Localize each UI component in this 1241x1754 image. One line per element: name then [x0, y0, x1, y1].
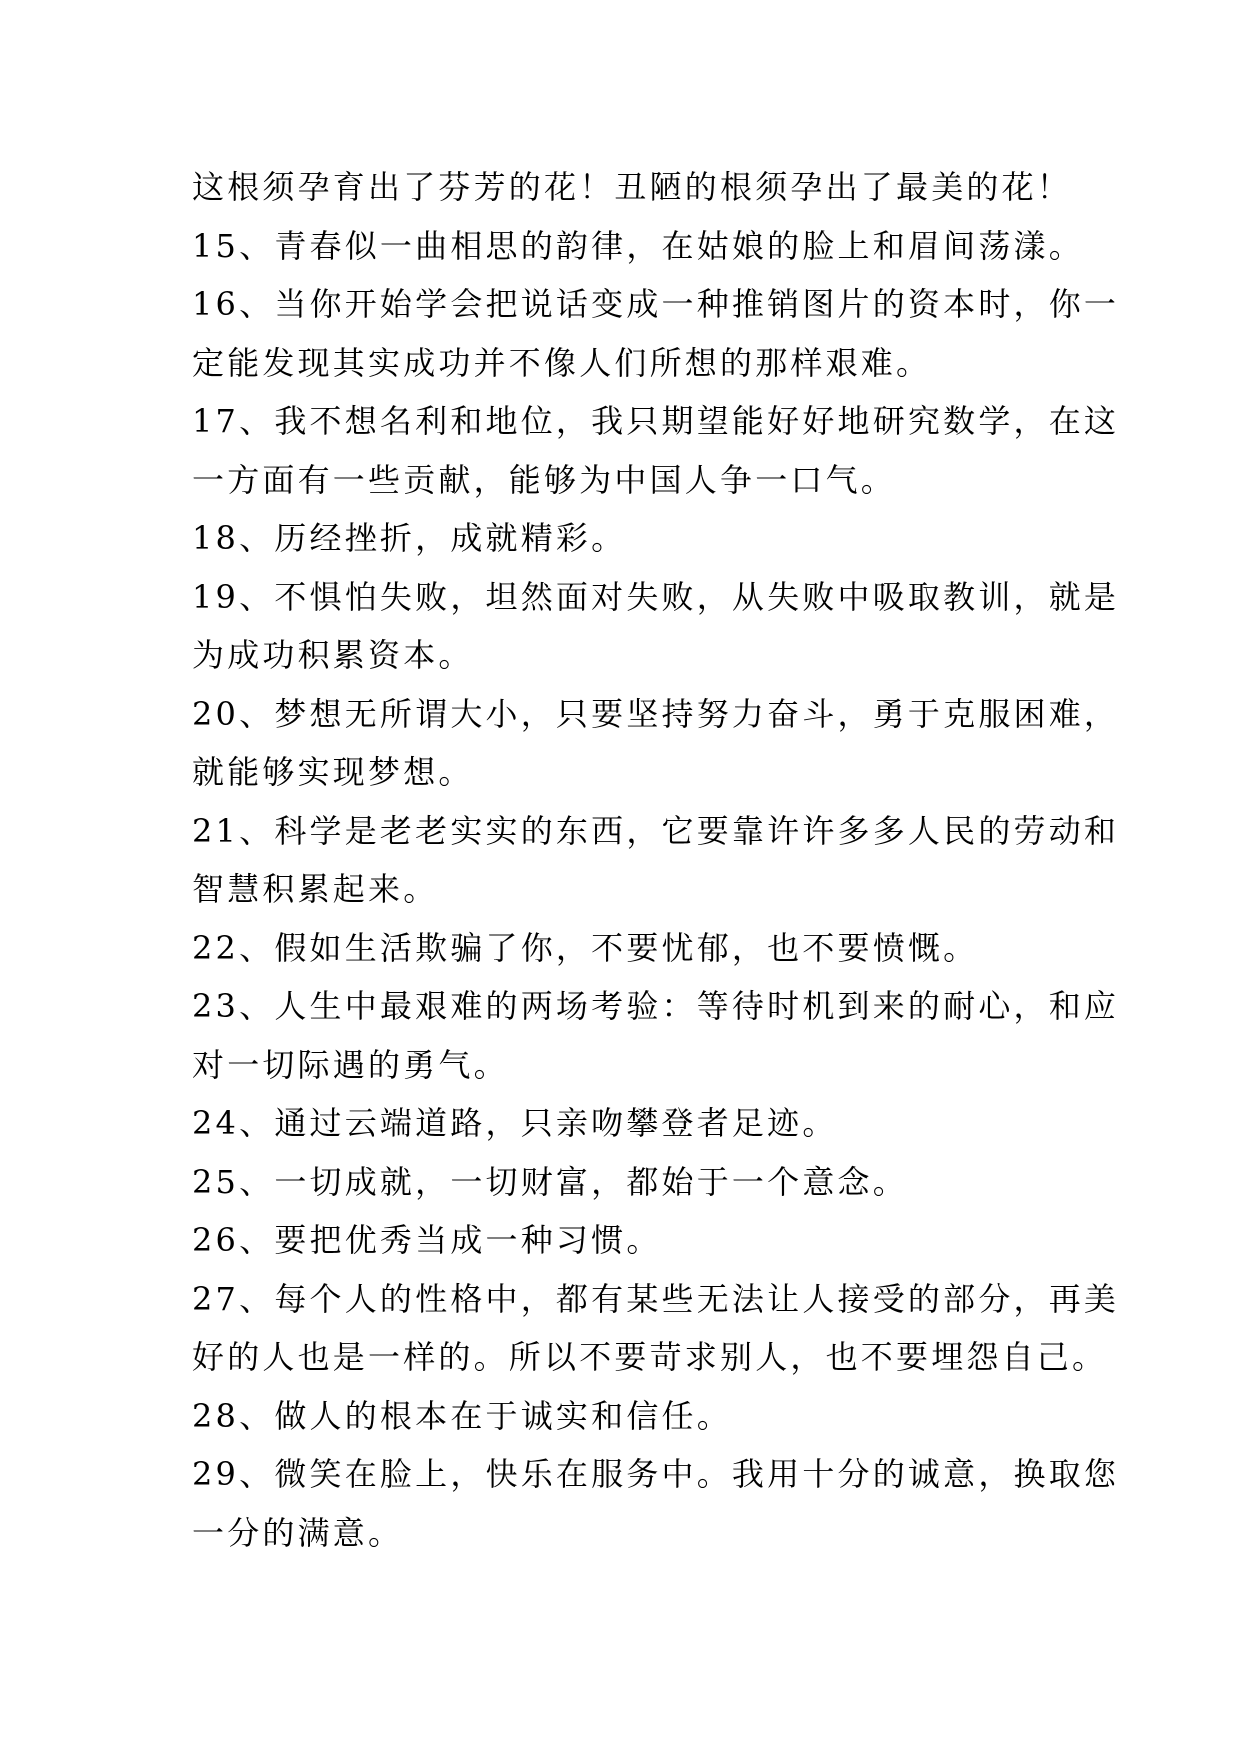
text-line: 15、青春似一曲相思的韵律，在姑娘的脸上和眉间荡漾。 — [192, 226, 1084, 265]
text-line: 26、要把优秀当成一种习惯。 — [192, 1221, 662, 1259]
text-line: 就能够实现梦想。 — [192, 753, 474, 791]
text-line: 29、微笑在脸上，快乐在服务中。我用十分的诚意，换取您 — [192, 1455, 1120, 1493]
text-line: 18、历经挫折，成就精彩。 — [192, 519, 627, 557]
text-line: 定能发现其实成功并不像人们所想的那样艰难。 — [192, 343, 932, 382]
document-body — [192, 158, 1120, 1562]
text-line: 24、通过云端道路，只亲吻攀登者足迹。 — [192, 1104, 838, 1142]
text-line: 16、当你开始学会把说话变成一种推销图片的资本时，你一 — [192, 285, 1120, 323]
text-line: 智慧积累起来。 — [192, 870, 439, 908]
text-line: 21、科学是老老实实的东西，它要靠许许多多人民的劳动和 — [192, 811, 1120, 850]
text-line: 这根须孕育出了芬芳的花！丑陋的根须孕出了最美的花！ — [192, 168, 1073, 206]
text-line: 23、人生中最艰难的两场考验：等待时机到来的耐心，和应 — [192, 987, 1120, 1025]
text-line: 17、我不想名利和地位，我只期望能好好地研究数学，在这 — [192, 402, 1120, 440]
text-line: 19、不惧怕失败，坦然面对失败，从失败中吸取教训，就是 — [192, 577, 1120, 616]
text-line: 28、做人的根本在于诚实和信任。 — [192, 1396, 732, 1435]
text-line: 为成功积累资本。 — [192, 636, 474, 674]
text-line: 20、梦想无所谓大小，只要坚持努力奋斗，勇于克服困难， — [192, 694, 1120, 733]
text-line: 27、每个人的性格中，都有某些无法让人接受的部分，再美 — [192, 1279, 1120, 1318]
text-line: 一方面有一些贡献，能够为中国人争一口气。 — [192, 460, 897, 499]
text-line: 22、假如生活欺骗了你，不要忧郁，也不要愤慨。 — [192, 928, 979, 967]
text-line: 25、一切成就，一切财富，都始于一个意念。 — [192, 1162, 908, 1201]
text-line: 一分的满意。 — [192, 1513, 404, 1552]
text-line: 对一切际遇的勇气。 — [192, 1045, 509, 1084]
text-line: 好的人也是一样的。所以不要苛求别人，也不要埋怨自己。 — [192, 1338, 1108, 1376]
